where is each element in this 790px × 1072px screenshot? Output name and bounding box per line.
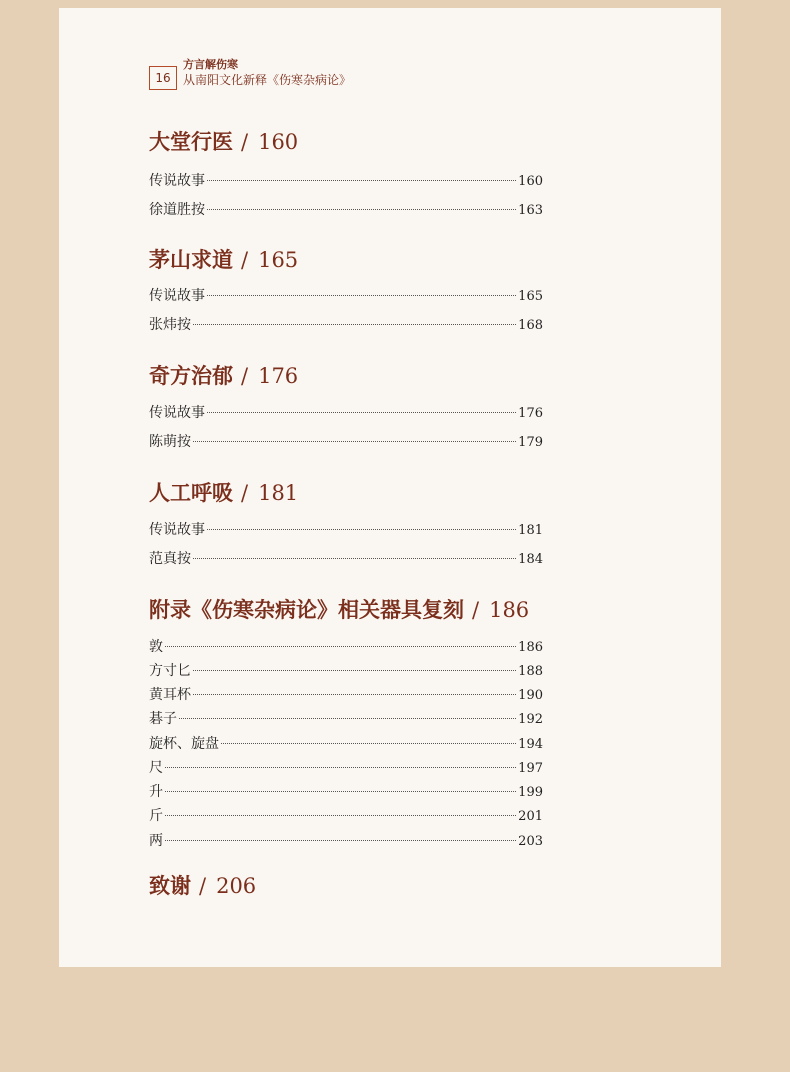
book-page — [59, 8, 721, 967]
entry-label: 传说故事 — [149, 173, 205, 189]
separator: / — [241, 481, 249, 505]
entry-page: 168 — [518, 318, 543, 333]
leader-dots — [193, 694, 516, 695]
toc-entry — [149, 170, 543, 190]
book-title: 从南阳文化新释《伤寒杂病论》 — [183, 73, 352, 87]
separator: / — [199, 874, 207, 898]
entry-label: 方寸匕 — [149, 663, 191, 679]
section-title: 茅山求道 — [149, 247, 233, 272]
leader-dots — [193, 324, 516, 325]
entry-label: 斤 — [149, 808, 163, 824]
section-page: 186 — [489, 598, 530, 622]
entry-page: 188 — [518, 664, 543, 679]
toc-entry — [149, 684, 543, 704]
leader-dots — [207, 209, 516, 210]
section-title: 致谢 — [149, 873, 191, 898]
toc-entry — [149, 708, 543, 728]
section-heading — [149, 360, 298, 390]
leader-dots — [207, 180, 516, 181]
section-page: 181 — [258, 481, 299, 505]
toc-entry — [149, 285, 543, 305]
entry-label: 黄耳杯 — [149, 687, 191, 703]
entry-label: 徐道胜按 — [149, 202, 205, 218]
toc-entry — [149, 636, 543, 656]
toc-entry — [149, 199, 543, 219]
separator: / — [241, 364, 249, 388]
entry-page: 181 — [518, 523, 543, 538]
toc-entry — [149, 781, 543, 801]
entry-label: 传说故事 — [149, 522, 205, 538]
section-title: 大堂行医 — [149, 129, 233, 154]
section-page: 160 — [258, 130, 299, 154]
section-title: 奇方治郁 — [149, 363, 233, 388]
toc-entry — [149, 402, 543, 422]
toc-entry — [149, 757, 543, 777]
section-heading — [149, 870, 256, 900]
toc-entry — [149, 431, 543, 451]
section-page: 176 — [258, 364, 299, 388]
leader-dots — [165, 791, 516, 792]
entry-label: 升 — [149, 784, 163, 800]
section-page: 206 — [216, 874, 257, 898]
toc-entry — [149, 519, 543, 539]
entry-label: 敦 — [149, 639, 163, 655]
entry-page: 165 — [518, 289, 543, 304]
entry-label: 陈萌按 — [149, 434, 191, 450]
entry-page: 190 — [518, 688, 543, 703]
entry-label: 范真按 — [149, 551, 191, 567]
section-heading — [149, 594, 529, 624]
leader-dots — [221, 743, 516, 744]
toc-entry — [149, 660, 543, 680]
separator: / — [241, 248, 249, 272]
separator: / — [472, 598, 480, 622]
section-heading — [149, 244, 298, 274]
leader-dots — [207, 412, 516, 413]
entry-page: 186 — [518, 640, 543, 655]
leader-dots — [165, 840, 516, 841]
leader-dots — [165, 815, 516, 816]
section-title: 附录《伤寒杂病论》相关器具复刻 — [149, 597, 464, 622]
toc-entry — [149, 733, 543, 753]
entry-label: 传说故事 — [149, 288, 205, 304]
leader-dots — [165, 767, 516, 768]
entry-label: 两 — [149, 833, 163, 849]
entry-page: 184 — [518, 552, 543, 567]
section-heading — [149, 126, 298, 156]
entry-page: 160 — [518, 174, 543, 189]
series-title: 方言解伤寒 — [183, 58, 238, 71]
toc-entry — [149, 548, 543, 568]
leader-dots — [193, 670, 516, 671]
entry-label: 碁子 — [149, 711, 177, 727]
leader-dots — [193, 441, 516, 442]
page-number: 16 — [149, 66, 177, 90]
entry-page: 163 — [518, 203, 543, 218]
entry-page: 176 — [518, 406, 543, 421]
separator: / — [241, 130, 249, 154]
section-title: 人工呼吸 — [149, 480, 233, 505]
leader-dots — [207, 295, 516, 296]
entry-label: 旋杯、旋盘 — [149, 736, 219, 752]
leader-dots — [207, 529, 516, 530]
entry-page: 203 — [518, 834, 543, 849]
toc-entry — [149, 830, 543, 850]
entry-page: 199 — [518, 785, 543, 800]
entry-label: 张炜按 — [149, 317, 191, 333]
toc-entry — [149, 805, 543, 825]
entry-page: 194 — [518, 737, 543, 752]
entry-label: 传说故事 — [149, 405, 205, 421]
toc-entry — [149, 314, 543, 334]
leader-dots — [193, 558, 516, 559]
entry-page: 192 — [518, 712, 543, 727]
section-page: 165 — [258, 248, 299, 272]
section-heading — [149, 477, 298, 507]
entry-page: 179 — [518, 435, 543, 450]
leader-dots — [165, 646, 516, 647]
entry-page: 197 — [518, 761, 543, 776]
entry-page: 201 — [518, 809, 543, 824]
leader-dots — [179, 718, 516, 719]
entry-label: 尺 — [149, 760, 163, 776]
